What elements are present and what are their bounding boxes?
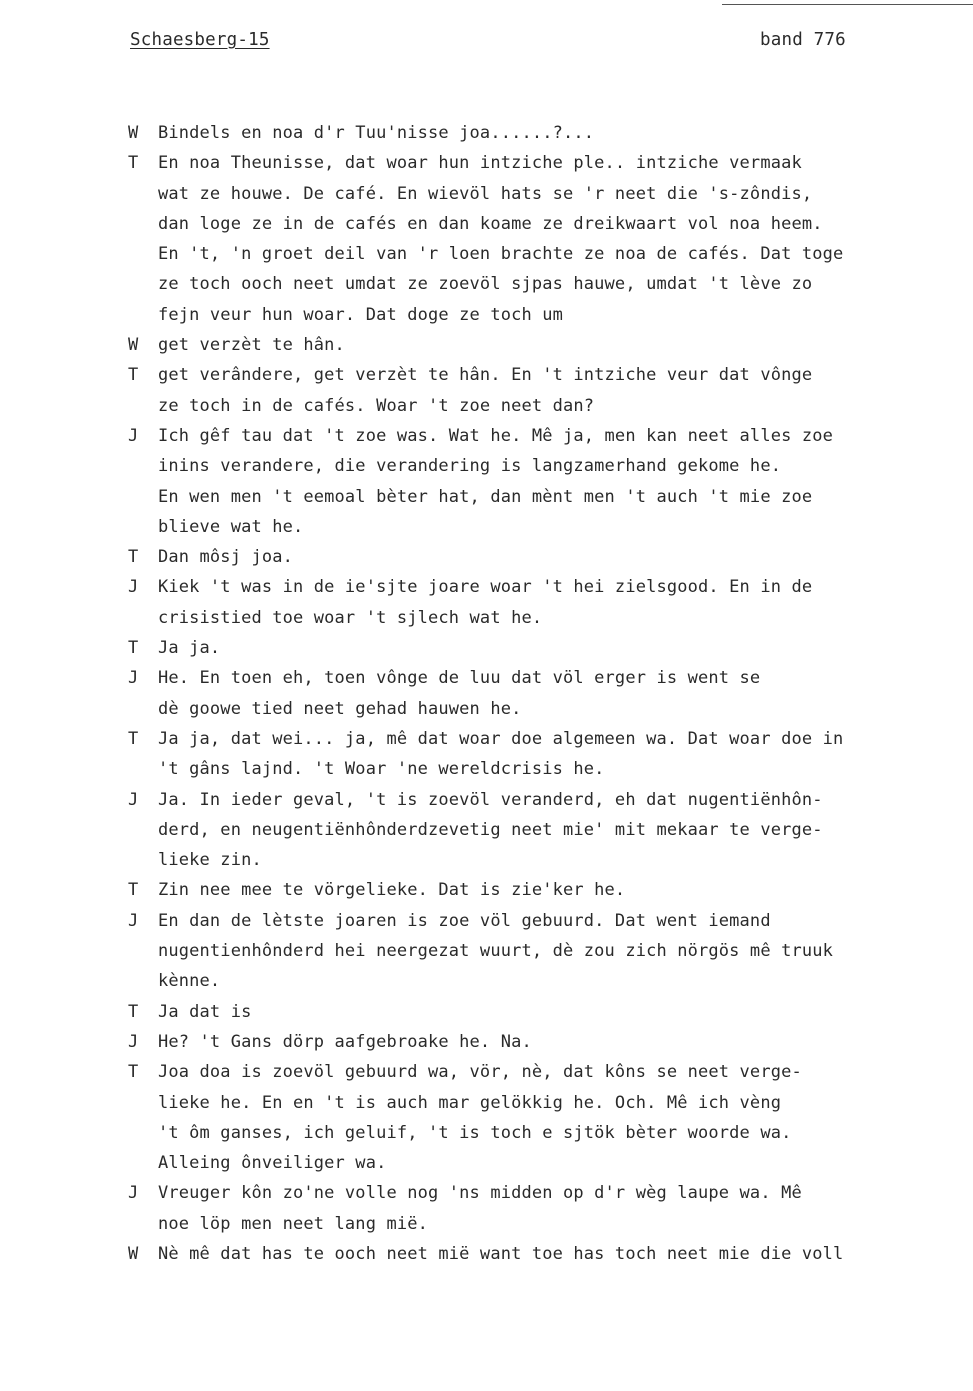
speaker-label: J bbox=[128, 789, 139, 810]
utterance bbox=[158, 724, 973, 785]
utterance-line: Ich gêf tau dat 't zoe was. Wat he. Mê ja, men kan neet alles zoe bbox=[158, 425, 834, 446]
utterance-line: Vreuger kôn zo'ne volle nog 'ns midden op d'r wèg laupe wa. Mê bbox=[158, 1183, 802, 1204]
utterance-line: kènne. bbox=[158, 971, 221, 992]
utterance-line: inins verandere, die verandering is langzamerhand gekome he. bbox=[158, 456, 782, 477]
utterance bbox=[158, 785, 973, 876]
utterance-line: En dan de lètste joaren is zoe völ gebuurd. Dat went iemand bbox=[158, 910, 771, 931]
utterance-line: 't gâns lajnd. 't Woar 'ne wereldcrisis he. bbox=[158, 759, 605, 780]
transcript-entry bbox=[128, 421, 973, 542]
transcript-entry bbox=[128, 330, 973, 360]
transcript-entry bbox=[128, 118, 973, 148]
utterance-line: Zin nee mee te vörgelieke. Dat is zie'ker he. bbox=[158, 880, 626, 901]
utterance-line: Kiek 't was in de ie'sjte joare woar 't hei zielsgood. En in de bbox=[158, 577, 813, 598]
utterance-line: dè goowe tied neet gehad hauwen he. bbox=[158, 698, 522, 719]
speaker-label: T bbox=[128, 728, 139, 749]
utterance bbox=[158, 997, 973, 1027]
utterance-line: ze toch in de cafés. Woar 't zoe neet dan? bbox=[158, 395, 595, 416]
speaker-label: J bbox=[128, 1031, 139, 1052]
utterance-line: crisistied toe woar 't sjlech wat he. bbox=[158, 607, 543, 628]
utterance bbox=[158, 118, 973, 148]
utterance-line: noe löp men neet lang mië. bbox=[158, 1213, 429, 1234]
utterance bbox=[158, 330, 973, 360]
utterance bbox=[158, 1239, 973, 1269]
utterance-line: derd, en neugentiënhônderdzevetig neet mie' mit mekaar te verge- bbox=[158, 819, 823, 840]
transcript-entry bbox=[128, 1057, 973, 1178]
utterance-line: Nè mê dat has te ooch neet mië want toe has toch neet mie die voll bbox=[158, 1243, 844, 1264]
utterance-line: Alleing ônveiliger wa. bbox=[158, 1153, 387, 1174]
utterance-line: wat ze houwe. De café. En wievöl hats se 'r neet die 's-zôndis, bbox=[158, 183, 813, 204]
transcript-entry bbox=[128, 633, 973, 663]
utterance-line: fejn veur hun woar. Dat doge ze toch um bbox=[158, 304, 564, 325]
utterance-line: Bindels en noa d'r Tuu'nisse joa......?... bbox=[158, 123, 595, 143]
utterance-line: Dan môsj joa. bbox=[158, 547, 294, 568]
utterance-line: Ja ja, dat wei... ja, mê dat woar doe algemeen wa. Dat woar doe in bbox=[158, 728, 844, 749]
speaker-label: T bbox=[128, 1062, 139, 1083]
transcript-entry bbox=[128, 360, 973, 421]
transcript-body bbox=[128, 118, 973, 1269]
transcript-entry bbox=[128, 663, 973, 724]
speaker-label: T bbox=[128, 153, 139, 174]
utterance-line: He. En toen eh, toen vônge de luu dat völ erger is went se bbox=[158, 668, 761, 689]
transcript-entry bbox=[128, 572, 973, 633]
utterance-line: dan loge ze in de cafés en dan koame ze dreikwaart vol noa heem. bbox=[158, 213, 823, 234]
utterance bbox=[158, 1178, 973, 1239]
speaker-label: J bbox=[128, 1183, 139, 1204]
transcript-entry bbox=[128, 542, 973, 572]
transcript-entry bbox=[128, 148, 973, 330]
utterance bbox=[158, 1057, 973, 1178]
speaker-label: T bbox=[128, 547, 139, 568]
utterance bbox=[158, 1027, 973, 1057]
speaker-label: J bbox=[128, 668, 139, 689]
utterance-line: lieke he. En en 't is auch mar gelökkig he. Och. Mê ich vèng bbox=[158, 1092, 782, 1113]
utterance-line: Ja ja. bbox=[158, 638, 221, 659]
utterance bbox=[158, 148, 973, 330]
utterance-line: En noa Theunisse, dat woar hun intziche ple.. intziche vermaak bbox=[158, 153, 802, 174]
utterance-line: Ja. In ieder geval, 't is zoevöl veranderd, eh dat nugentiënhôn- bbox=[158, 789, 823, 810]
utterance-line: get verzèt te hân. bbox=[158, 335, 345, 356]
utterance-line: En wen men 't eemoal bèter hat, dan mènt men 't auch 't mie zoe bbox=[158, 486, 813, 507]
transcript-entry bbox=[128, 1027, 973, 1057]
speaker-label: W bbox=[128, 123, 139, 143]
speaker-label: T bbox=[128, 1001, 139, 1022]
utterance bbox=[158, 633, 973, 663]
transcript-entry bbox=[128, 875, 973, 905]
utterance bbox=[158, 360, 973, 421]
speaker-label: W bbox=[128, 1243, 139, 1264]
speaker-label: T bbox=[128, 365, 139, 386]
speaker-label: J bbox=[128, 577, 139, 598]
speaker-label: W bbox=[128, 335, 139, 356]
utterance bbox=[158, 572, 973, 633]
speaker-label: J bbox=[128, 910, 139, 931]
transcript-entry bbox=[128, 997, 973, 1027]
utterance bbox=[158, 906, 973, 997]
utterance bbox=[158, 875, 973, 905]
utterance-line: Joa doa is zoevöl gebuurd wa, vör, nè, dat kôns se neet verge- bbox=[158, 1062, 802, 1083]
utterance-line: lieke zin. bbox=[158, 850, 262, 871]
utterance-line: ze toch ooch neet umdat ze zoevöl sjpas hauwe, umdat 't lève zo bbox=[158, 274, 813, 295]
tape-number: band 776 bbox=[760, 30, 846, 50]
document-id: Schaesberg-15 bbox=[130, 30, 270, 50]
utterance-line: blieve wat he. bbox=[158, 516, 304, 537]
utterance bbox=[158, 421, 973, 542]
transcript-entry bbox=[128, 724, 973, 785]
transcript-entry bbox=[128, 1178, 973, 1239]
utterance bbox=[158, 542, 973, 572]
speaker-label: J bbox=[128, 425, 139, 446]
speaker-label: T bbox=[128, 638, 139, 659]
utterance bbox=[158, 663, 973, 724]
utterance-line: En 't, 'n groet deil van 'r loen brachte ze noa de cafés. Dat toge bbox=[158, 244, 844, 265]
transcript-entry bbox=[128, 785, 973, 876]
utterance-line: He? 't Gans dörp aafgebroake he. Na. bbox=[158, 1031, 532, 1052]
top-rule bbox=[722, 4, 973, 5]
transcript-entry bbox=[128, 906, 973, 997]
utterance-line: Ja dat is bbox=[158, 1001, 252, 1022]
utterance-line: 't ôm ganses, ich geluif, 't is toch e sjtök bèter woorde wa. bbox=[158, 1122, 792, 1143]
utterance-line: get verândere, get verzèt te hân. En 't intziche veur dat vônge bbox=[158, 365, 813, 386]
transcript-entry bbox=[128, 1239, 973, 1269]
utterance-line: nugentienhônderd hei neergezat wuurt, dè zou zich nörgös mê truuk bbox=[158, 941, 834, 962]
speaker-label: T bbox=[128, 880, 139, 901]
